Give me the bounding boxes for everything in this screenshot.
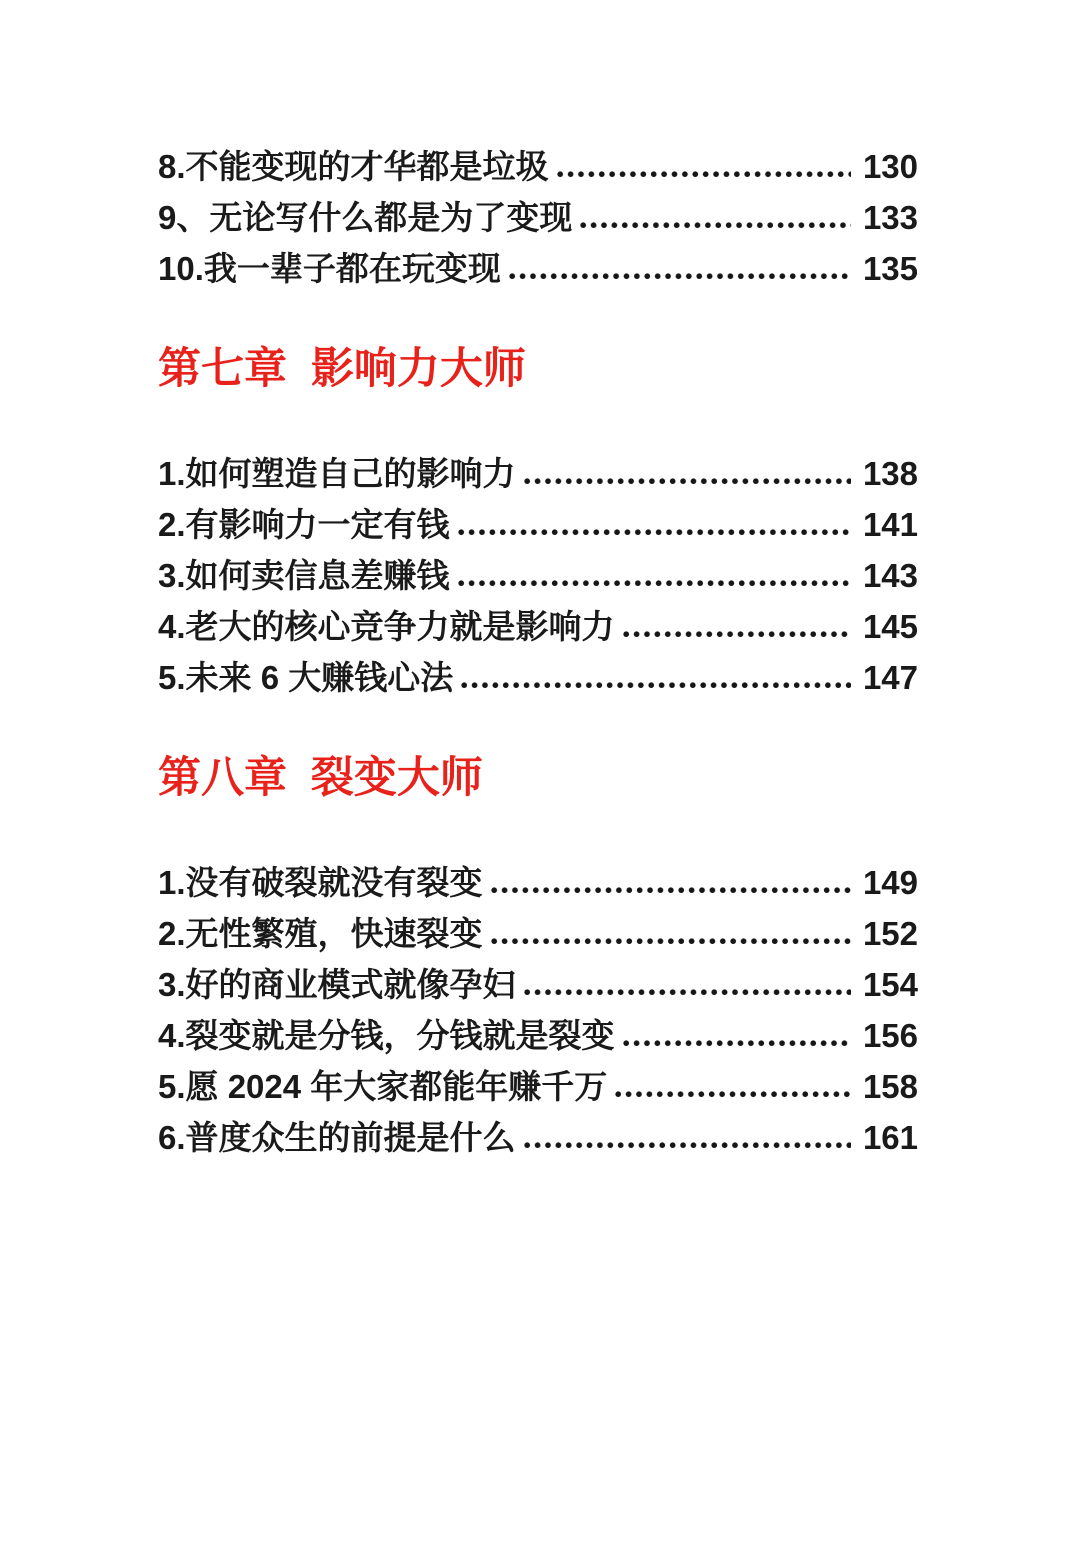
toc-entry-title: 9、无论写什么都是为了变现 <box>158 199 573 236</box>
toc-entry <box>158 499 918 550</box>
toc-entry-page: 152 <box>862 915 918 952</box>
dot-leader <box>458 580 851 587</box>
toc-entry <box>158 601 918 652</box>
dot-leader <box>524 1142 851 1149</box>
toc-entry <box>158 448 918 499</box>
toc-entry <box>158 1010 918 1061</box>
dot-leader <box>557 171 851 178</box>
toc-entry-page: 145 <box>862 608 918 645</box>
dot-leader <box>458 529 851 536</box>
dot-leader <box>524 478 851 485</box>
dot-leader <box>509 273 851 280</box>
toc-entry-page: 130 <box>862 148 918 185</box>
chapter-7-heading: 第七章 影响力大师 <box>158 345 526 393</box>
toc-entry-title: 4.裂变就是分钱，分钱就是裂变 <box>158 1017 615 1054</box>
dot-leader <box>524 989 851 996</box>
dot-leader <box>623 631 851 638</box>
toc-entry-page: 161 <box>862 1119 918 1156</box>
toc-entry-title: 1.没有破裂就没有裂变 <box>158 864 483 901</box>
dot-leader <box>623 1040 851 1047</box>
toc-entry-title: 5.愿 2024 年大家都能年赚千万 <box>158 1068 608 1105</box>
toc-entry-title: 1.如何塑造自己的影响力 <box>158 455 516 492</box>
toc-entry <box>158 243 918 294</box>
toc-entry <box>158 550 918 601</box>
toc-entry-page: 154 <box>862 966 918 1003</box>
toc-entry <box>158 959 918 1010</box>
toc-entry-page: 156 <box>862 1017 918 1054</box>
toc-entry-page: 135 <box>862 250 918 287</box>
toc-entry-title: 3.如何卖信息差赚钱 <box>158 557 450 594</box>
toc-entry <box>158 192 918 243</box>
toc-entry-title: 5.未来 6 大赚钱心法 <box>158 659 454 696</box>
toc-entry <box>158 1061 918 1112</box>
toc-entry-title: 10.我一辈子都在玩变现 <box>158 250 501 287</box>
toc-entry-title: 8.不能变现的才华都是垃圾 <box>158 148 549 185</box>
toc-entry <box>158 1112 918 1163</box>
toc-entry <box>158 652 918 703</box>
toc-entry-title: 2.无性繁殖，快速裂变 <box>158 915 483 952</box>
toc-entry-page: 138 <box>862 455 918 492</box>
chapter-8-heading: 第八章 裂变大师 <box>158 754 483 802</box>
toc-entry-page: 147 <box>862 659 918 696</box>
toc-entry-page: 141 <box>862 506 918 543</box>
toc-entry <box>158 857 918 908</box>
toc-entry-title: 3.好的商业模式就像孕妇 <box>158 966 516 1003</box>
dot-leader <box>491 887 851 894</box>
dot-leader <box>461 682 851 689</box>
dot-leader <box>491 938 851 945</box>
toc-entry-page: 158 <box>862 1068 918 1105</box>
dot-leader <box>580 222 851 229</box>
dot-leader <box>615 1091 851 1098</box>
toc-entry <box>158 908 918 959</box>
toc-entry-title: 4.老大的核心竞争力就是影响力 <box>158 608 615 645</box>
toc-entry <box>158 141 918 192</box>
toc-entry-page: 143 <box>862 557 918 594</box>
toc-entry-page: 133 <box>862 199 918 236</box>
toc-entry-title: 2.有影响力一定有钱 <box>158 506 450 543</box>
toc-entry-title: 6.普度众生的前提是什么 <box>158 1119 516 1156</box>
toc-entry-page: 149 <box>862 864 918 901</box>
